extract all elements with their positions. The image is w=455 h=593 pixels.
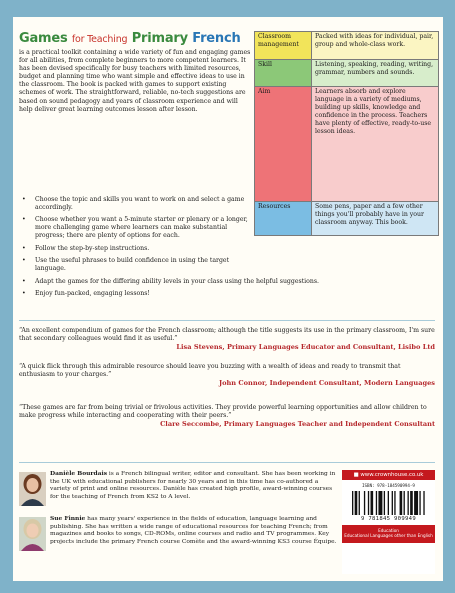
barcode-bar [371, 491, 374, 515]
barcode-bar [388, 491, 389, 515]
feature-item: • Choose whether you want a 5-minute starter or plenary or a longer, more challenging game where learners can make substantial progress; there are plenty of options for each. [19, 216, 251, 240]
isbn-text: ISBN: 978-184590994-9 [362, 483, 415, 488]
author-bio [19, 515, 337, 546]
grid-label: Resources [255, 202, 312, 236]
author-bio-text [50, 515, 337, 546]
author-bio-text [50, 470, 337, 501]
testimonial-attribution: Clare Seccombe, Primary Languages Teacher and Independent Consultant [160, 420, 435, 429]
feature-item: • Follow the step-by-step instructions. [19, 245, 251, 253]
grid-value: Listening, speaking, reading, writing, grammar, numbers and sounds. [312, 60, 439, 87]
barcode-bar [352, 491, 353, 515]
feature-item: • Adapt the games for the differing ability levels in your class using the helpful suggestions. [19, 278, 340, 286]
barcode-bar [378, 491, 382, 515]
barcode-bar [400, 491, 403, 515]
grid-row-resources [255, 202, 439, 236]
barcode-bar [384, 491, 385, 515]
title-word-french: French [192, 31, 241, 46]
publisher-logo-icon: ■ [353, 472, 361, 478]
title-word-for-teaching: for Teaching [71, 34, 128, 45]
feature-item: • Use the useful phrases to build confidence in using the target language. [19, 257, 251, 273]
author-name: Danièle Bourdais [50, 470, 108, 477]
grid-value: Learners absorb and explore language in a variety of mediums, building up skills, knowledge and confidence in the process. Teachers have plenty of effective, ready-to-use lesson ideas. [312, 87, 439, 202]
testimonial-text: “A quick flick through this admirable resource should leave you buzzing with a wealth of ideas and ready to transmit that enthusiasm to your charges.” [19, 363, 401, 379]
feature-item: • Enjoy fun-packed, engaging lessons! [19, 290, 251, 298]
testimonial-attribution: John Connor, Independent Consultant, Modern Languages [218, 379, 435, 388]
author-photo [19, 517, 46, 551]
barcode-bar [408, 491, 409, 515]
author-description: has many years' experience in the fields of education, language learning and publishing. She has written a wide range of educational resources for teaching French; from magazines and books to songs, CD-ROMs, online courses and radio and TV programmes. Key projects include the primary French course Comète and the award-winning KS3 course Équipe. [50, 516, 337, 545]
category-label [342, 525, 435, 543]
author-photo [19, 472, 46, 506]
barcode-bar [359, 491, 360, 515]
title-word-primary: Primary [131, 31, 188, 46]
divider [19, 462, 435, 463]
testimonial [19, 363, 435, 388]
barcode-bar [410, 491, 413, 515]
barcode-bar [419, 491, 420, 515]
author-bio [19, 470, 337, 501]
grid-label: Aim [255, 87, 312, 202]
grid-row-classroom-management [255, 32, 439, 60]
testimonial [19, 404, 435, 429]
category-primary: Education [378, 528, 399, 533]
barcode-bar [423, 491, 424, 515]
info-grid [254, 31, 439, 236]
grid-label: Classroom management [255, 32, 312, 60]
divider [19, 320, 435, 321]
grid-value: Some pens, paper and a few other things you'll probably have in your classroom anyway. This book. [312, 202, 439, 236]
title-word-games: Games [19, 31, 68, 46]
author-description: is a French bilingual writer, editor and consultant. She has been working in the UK with educational publishers for nearly 30 years and in this time has co-authored a variety of print and online resources. Danièle has created high profile, award-winning courses for the teaching of French from KS2 to A level. [50, 471, 336, 500]
feature-item: • Choose the topic and skills you want to work on and select a game accordingly. [19, 196, 251, 212]
testimonial-attribution: Lisa Stevens, Primary Languages Educator and Consultant, Lisibo Ltd [176, 343, 435, 352]
grid-row-aim [255, 87, 439, 202]
barcode-bar [376, 491, 377, 515]
barcode-bar [392, 491, 393, 515]
barcode-bar [414, 491, 418, 515]
testimonial-text: “An excellent compendium of games for the French classroom; although the title suggests its use in the primary classroom, I'm sure that secondary colleagues would find it as useful.” [19, 327, 435, 343]
barcode-bar [394, 491, 395, 515]
barcode-bar [355, 491, 358, 515]
publisher-website: ■ www.crownhouse.co.uk [342, 470, 435, 480]
testimonial [19, 327, 435, 352]
publisher-panel [342, 470, 435, 574]
barcode-bar [404, 491, 405, 515]
grid-row-skill [255, 60, 439, 87]
category-secondary: Educational Languages other than English [344, 533, 433, 539]
grid-value: Packed with ideas for individual, pair, group and whole-class work. [312, 32, 439, 60]
barcode [352, 491, 426, 515]
author-name: Sue Finnie [50, 515, 86, 522]
barcode-bar [364, 491, 365, 515]
book-title [19, 31, 241, 46]
barcode-bar [368, 491, 369, 515]
testimonial-text: “These games are far from being trivial or frivolous activities. They provide powerful learning opportunities and allow children to make progress while interacting and cooperating with their peers.” [19, 404, 427, 420]
intro-paragraph: is a practical toolkit containing a wide variety of fun and engaging games for all abilities, from complete beginners to more competent learners. It has been devised specifically for busy teachers with limited resources, budget and planning time who want simple and effective ideas to use in the classroom. The book is packed with games to support existing schemes of work. The straightforward, reliable, no-tech suggestions are based on sound pedagogy and years of classroom experience and will help deliver great learning outcomes lesson after lesson. [19, 49, 251, 113]
barcode-number: 9 781845 909949 [360, 516, 417, 522]
grid-label: Skill [255, 60, 312, 87]
